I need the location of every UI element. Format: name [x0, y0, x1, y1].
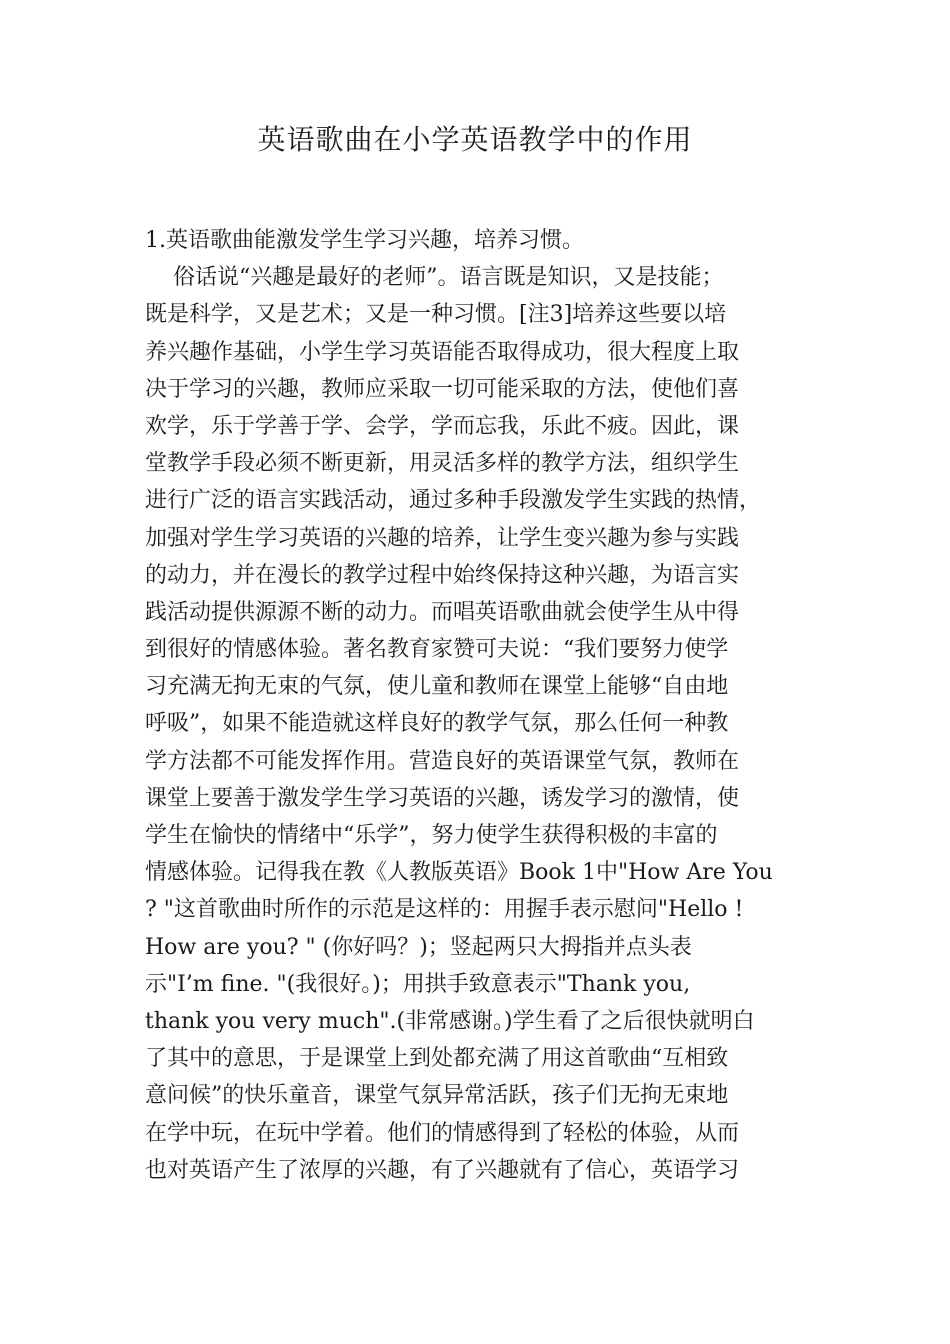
body-text-line: 课堂上要善于激发学生学习英语的兴趣，诱发学习的激情，使: [145, 785, 740, 811]
body-text-line: 既是科学，又是艺术；又是一种习惯。[注3]培养这些要以培: [145, 302, 727, 328]
body-text-line: ? "这首歌曲时所作的示范是这样的：用握手表示慰问"Hello !: [145, 897, 744, 923]
body-text-line: 欢学，乐于学善于学、会学，学而忘我，乐此不疲。因此，课: [145, 413, 740, 439]
body-text-line: 也对英语产生了浓厚的兴趣，有了兴趣就有了信心，英语学习: [145, 1157, 740, 1183]
body-text-line: 学方法都不可能发挥作用。营造良好的英语课堂气氛，教师在: [145, 748, 740, 774]
body-text-line: 的动力，并在漫长的教学过程中始终保持这种兴趣，为语言实: [145, 562, 740, 588]
body-text-line: 1.英语歌曲能激发学生学习兴趣，培养习惯。: [145, 228, 584, 253]
body-text-line: How are you? " (你好吗？)；竖起两只大拇指并点头表: [145, 934, 692, 960]
document-title: 英语歌曲在小学英语教学中的作用: [257, 123, 693, 156]
document-body: [145, 222, 805, 1189]
body-text-line: 加强对学生学习英语的兴趣的培养，让学生变兴趣为参与实践: [145, 525, 740, 551]
body-text-line: 堂教学手段必须不断更新，用灵活多样的教学方法，组织学生: [145, 451, 740, 477]
body-text-line: 呼吸”，如果不能造就这样良好的教学气氛，那么任何一种教: [145, 711, 729, 737]
body-text-line: 情感体验。记得我在教《人教版英语》Book 1中"How Are You: [145, 860, 773, 886]
body-text-line: 示"I’m fine. "(我很好。)；用拱手致意表示"Thank you,: [145, 971, 691, 997]
body-text-line: 习充满无拘无束的气氛，使儿童和教师在课堂上能够“自由地: [145, 674, 729, 700]
body-text-line: 俗话说“兴趣是最好的老师”。语言既是知识，又是技能；: [145, 265, 724, 291]
body-text-line: 践活动提供源源不断的动力。而唱英语歌曲就会使学生从中得: [145, 599, 740, 625]
body-text-line: 决于学习的兴趣，教师应采取一切可能采取的方法，使他们喜: [145, 376, 740, 402]
body-text-line: 意问候”的快乐童音，课堂气氛异常活跃，孩子们无拘无束地: [145, 1083, 729, 1109]
body-text-line: 到很好的情感体验。著名教育家赞可夫说：“我们要努力使学: [145, 637, 729, 663]
body-text-line: 了其中的意思，于是课堂上到处都充满了用这首歌曲“互相致: [145, 1046, 729, 1072]
body-text-line: 进行广泛的语言实践活动，通过多种手段激发学生实践的热情，: [145, 488, 762, 514]
body-text-line: 养兴趣作基础，小学生学习英语能否取得成功，很大程度上取: [145, 339, 740, 365]
body-text-line: thank you very much".(非常感谢。)学生看了之后很快就明白: [145, 1008, 755, 1034]
body-text-line: 在学中玩，在玩中学着。他们的情感得到了轻松的体验，从而: [145, 1120, 740, 1146]
body-text-line: 学生在愉快的情绪中“乐学”，努力使学生获得积极的丰富的: [145, 823, 718, 848]
